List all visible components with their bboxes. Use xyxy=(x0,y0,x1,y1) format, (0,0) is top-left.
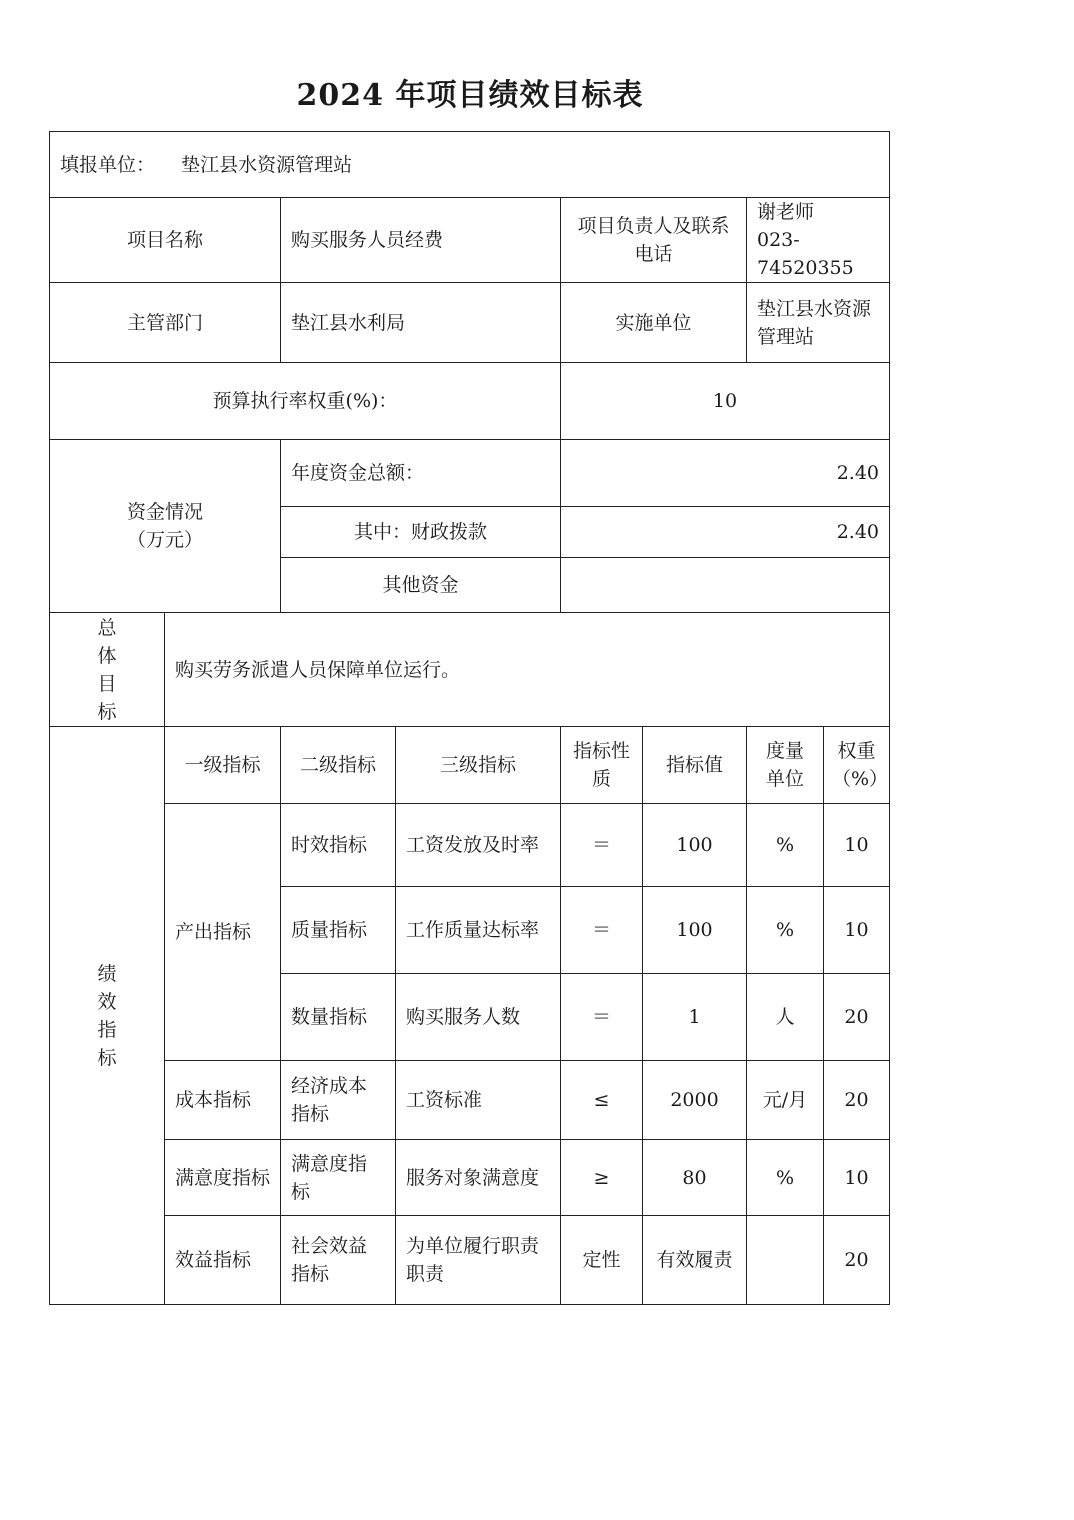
row-level2: 质量指标 xyxy=(281,887,396,974)
row-nature: ≤ xyxy=(561,1061,643,1140)
row-level3: 工资标准 xyxy=(396,1061,561,1140)
perf-label xyxy=(50,727,165,1305)
row-level2: 社会效益指标 xyxy=(281,1216,396,1305)
page-title: 2024 年项目绩效目标表 xyxy=(296,78,644,113)
funds-label xyxy=(50,440,281,613)
row-unit xyxy=(747,1216,824,1305)
impl-label: 实施单位 xyxy=(561,283,747,363)
table-row xyxy=(50,1140,890,1216)
row-value: 100 xyxy=(643,887,747,974)
perf-label-char: 效 xyxy=(97,990,117,1013)
goal-row xyxy=(50,613,890,727)
row-level3: 为单位履行职责职责 xyxy=(396,1216,561,1305)
row-value: 80 xyxy=(643,1140,747,1216)
project-name-value: 购买服务人员经费 xyxy=(281,198,561,283)
funds-label-line2: （万元） xyxy=(126,529,203,551)
funds-other-label: 其他资金 xyxy=(281,558,561,613)
goal-label xyxy=(50,613,165,727)
funds-other-value xyxy=(561,558,890,613)
row-level1: 满意度指标 xyxy=(165,1140,281,1216)
row-value: 有效履责 xyxy=(643,1216,747,1305)
row-unit: % xyxy=(747,804,824,887)
dept-row xyxy=(50,283,890,363)
row-value: 2000 xyxy=(643,1061,747,1140)
row-level3: 服务对象满意度 xyxy=(396,1140,561,1216)
impl-value: 垫江县水资源管理站 xyxy=(747,283,890,363)
header-nature: 指标性质 xyxy=(561,727,643,804)
perf-label-char: 标 xyxy=(97,1046,117,1069)
funds-label-line1: 资金情况 xyxy=(126,501,203,523)
row-level3: 工作质量达标率 xyxy=(396,887,561,974)
budget-weight-row xyxy=(50,363,890,440)
funds-fiscal-label: 其中：财政拨款 xyxy=(281,507,561,558)
row-value: 1 xyxy=(643,974,747,1061)
row-nature: ≥ xyxy=(561,1140,643,1216)
row-weight: 10 xyxy=(824,887,890,974)
row-level3: 购买服务人数 xyxy=(396,974,561,1061)
budget-weight-value: 10 xyxy=(561,363,890,440)
contact-name: 谢老师 xyxy=(757,201,815,223)
row-level2: 满意度指标 xyxy=(281,1140,396,1216)
row-value: 100 xyxy=(643,804,747,887)
project-row xyxy=(50,198,890,283)
row-unit: % xyxy=(747,887,824,974)
row-weight: 20 xyxy=(824,1061,890,1140)
table-row xyxy=(50,1061,890,1140)
row-unit: % xyxy=(747,1140,824,1216)
goal-label-char: 标 xyxy=(97,700,117,723)
unit-label: 填报单位： xyxy=(60,153,156,176)
perf-header-row xyxy=(50,727,890,804)
header-level1: 一级指标 xyxy=(165,727,281,804)
funds-total-value: 2.40 xyxy=(561,440,890,507)
table-row xyxy=(50,804,890,887)
row-unit: 元/月 xyxy=(747,1061,824,1140)
contact-phone: 023-74520355 xyxy=(757,229,854,279)
row-level3: 工资发放及时率 xyxy=(396,804,561,887)
row-nature: ＝ xyxy=(561,804,643,887)
unit-row xyxy=(50,132,890,198)
row-weight: 10 xyxy=(824,1140,890,1216)
row-level1: 成本指标 xyxy=(165,1061,281,1140)
header-value: 指标值 xyxy=(643,727,747,804)
row-unit: 人 xyxy=(747,974,824,1061)
table-row xyxy=(50,1216,890,1305)
row-level1: 效益指标 xyxy=(165,1216,281,1305)
row-nature: 定性 xyxy=(561,1216,643,1305)
unit-cell xyxy=(50,132,890,198)
header-level2: 二级指标 xyxy=(281,727,396,804)
row-level2: 时效指标 xyxy=(281,804,396,887)
unit-value: 垫江县水资源管理站 xyxy=(181,153,353,176)
goal-value: 购买劳务派遣人员保障单位运行。 xyxy=(165,613,890,727)
dept-value: 垫江县水利局 xyxy=(281,283,561,363)
perf-label-char: 绩 xyxy=(97,962,117,985)
contact-cell xyxy=(747,198,890,283)
budget-weight-label: 预算执行率权重(%)： xyxy=(50,363,561,440)
row-nature: ＝ xyxy=(561,887,643,974)
header-level3: 三级指标 xyxy=(396,727,561,804)
goal-label-char: 体 xyxy=(97,644,117,667)
funds-fiscal-value: 2.40 xyxy=(561,507,890,558)
funds-total-label: 年度资金总额： xyxy=(281,440,561,507)
goal-label-char: 目 xyxy=(97,672,117,695)
header-weight: 权重（%） xyxy=(824,727,890,804)
row-level1: 产出指标 xyxy=(165,804,281,1061)
contact-label: 项目负责人及联系电话 xyxy=(561,198,747,283)
header-unit: 度量单位 xyxy=(747,727,824,804)
perf-label-char: 指 xyxy=(97,1018,117,1041)
funds-total-row xyxy=(50,440,890,507)
dept-label: 主管部门 xyxy=(50,283,281,363)
row-weight: 10 xyxy=(824,804,890,887)
row-weight: 20 xyxy=(824,974,890,1061)
performance-target-table xyxy=(49,131,890,1305)
row-level2: 数量指标 xyxy=(281,974,396,1061)
row-weight: 20 xyxy=(824,1216,890,1305)
row-nature: ＝ xyxy=(561,974,643,1061)
row-level2: 经济成本指标 xyxy=(281,1061,396,1140)
project-name-label: 项目名称 xyxy=(50,198,281,283)
goal-label-char: 总 xyxy=(97,616,117,639)
